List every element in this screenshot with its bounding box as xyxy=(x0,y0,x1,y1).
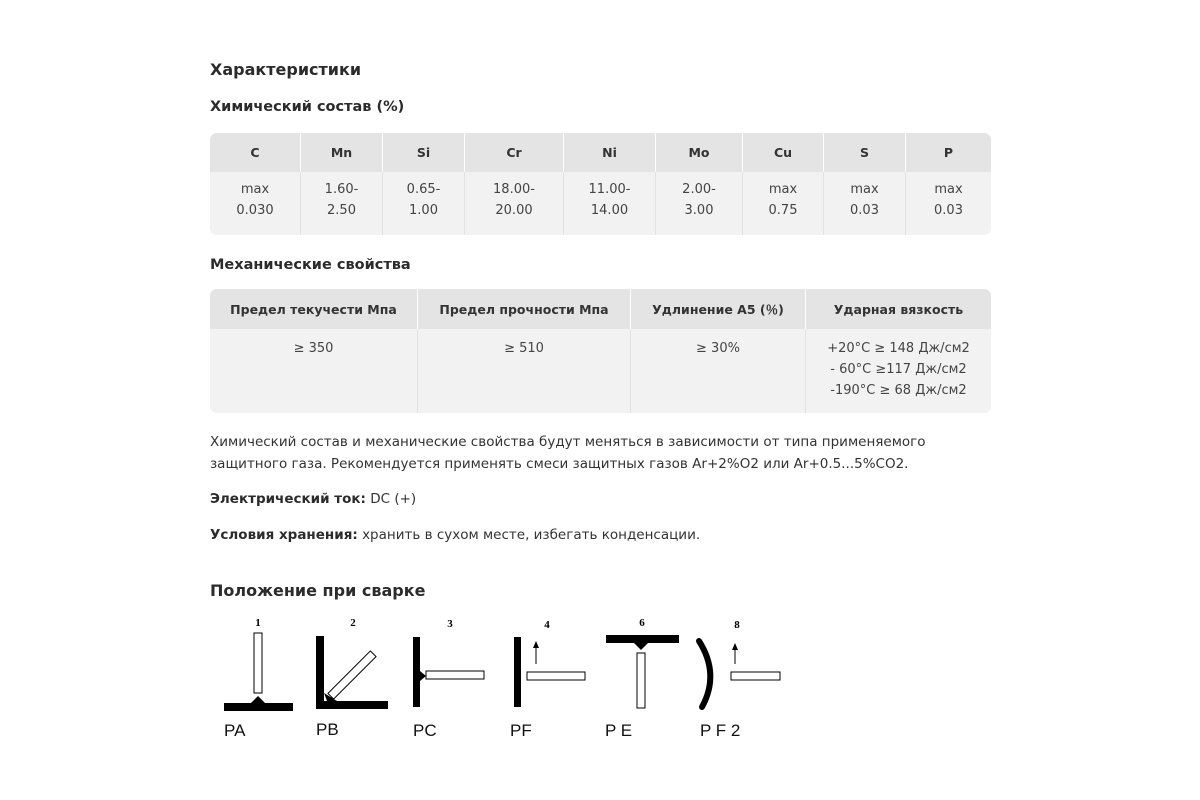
position-code-label: P F 2 xyxy=(700,721,741,740)
table-cell: ≥ 350 xyxy=(210,329,418,413)
column-header: S xyxy=(824,133,906,172)
mechanical-properties-table xyxy=(210,289,991,413)
welding-positions-title: Положение при сварке xyxy=(210,581,426,600)
position-pf2-icon xyxy=(699,641,780,707)
position-code-label: PA xyxy=(224,721,246,740)
table-header-row xyxy=(210,133,991,172)
storage-line xyxy=(210,524,700,546)
position-number: 3 xyxy=(447,618,453,630)
description-paragraph: Химический состав и механические свойства будут меняться в зависимости от типа применяемого защитного газа. Рекомендуется применять смеси защитных газов Ar+2%O2 или Ar+0.5...5%CO2. xyxy=(210,434,926,472)
current-label: Электрический ток: xyxy=(210,491,366,507)
table-cell: +20°C ≥ 148 Дж/см2 - 60°C ≥117 Дж/см2 -190°C ≥ 68 Дж/см2 xyxy=(806,329,991,413)
column-header: Si xyxy=(383,133,465,172)
position-pe-icon xyxy=(606,635,679,708)
mechanical-properties-title: Механические свойства xyxy=(210,257,411,273)
current-line xyxy=(210,488,416,510)
table-cell: 2.00- 3.00 xyxy=(656,172,743,235)
position-number: 4 xyxy=(544,619,550,631)
table-cell: max 0.03 xyxy=(906,172,991,235)
column-header: Cr xyxy=(465,133,564,172)
table-row xyxy=(210,172,991,235)
storage-label: Условия хранения: xyxy=(210,527,358,543)
column-header: C xyxy=(210,133,301,172)
position-code-label: PC xyxy=(413,721,437,740)
position-pf-icon xyxy=(514,637,585,707)
table-header-row xyxy=(210,289,991,329)
table-cell: ≥ 30% xyxy=(631,329,806,413)
table-cell: max 0.75 xyxy=(743,172,824,235)
chemical-composition-title: Химический состав (%) xyxy=(210,99,405,115)
position-code-label: P E xyxy=(605,721,633,740)
column-header: P xyxy=(906,133,991,172)
position-number: 2 xyxy=(350,617,356,629)
page-title: Характеристики xyxy=(210,60,362,79)
position-number: 6 xyxy=(639,617,645,629)
column-header: Ударная вязкость xyxy=(806,289,991,329)
table-cell: max 0.03 xyxy=(824,172,906,235)
table-cell: max 0.030 xyxy=(210,172,301,235)
position-code-label: PF xyxy=(510,721,532,740)
table-cell: ≥ 510 xyxy=(418,329,631,413)
storage-value: хранить в сухом месте, избегать конденсации. xyxy=(362,527,701,543)
column-header: Предел прочности Мпа xyxy=(418,289,631,329)
column-header: Ni xyxy=(564,133,656,172)
column-header: Mn xyxy=(301,133,383,172)
table-cell: 11.00- 14.00 xyxy=(564,172,656,235)
column-header: Предел текучести Мпа xyxy=(210,289,418,329)
table-cell: 0.65- 1.00 xyxy=(383,172,465,235)
position-pc-icon xyxy=(413,637,484,707)
position-pa-icon xyxy=(224,633,293,711)
column-header: Удлинение А5 (％) xyxy=(631,289,806,329)
position-number: 1 xyxy=(255,617,261,629)
welding-positions-diagram xyxy=(200,608,800,748)
position-number: 8 xyxy=(734,619,740,631)
column-header: Mo xyxy=(656,133,743,172)
table-cell: 1.60- 2.50 xyxy=(301,172,383,235)
table-cell: 18.00- 20.00 xyxy=(465,172,564,235)
chemical-composition-table xyxy=(210,133,991,235)
position-code-label: PB xyxy=(316,720,339,739)
position-pb-icon xyxy=(316,636,388,709)
column-header: Cu xyxy=(743,133,824,172)
table-row xyxy=(210,329,991,413)
current-value: DC (+) xyxy=(370,491,417,507)
